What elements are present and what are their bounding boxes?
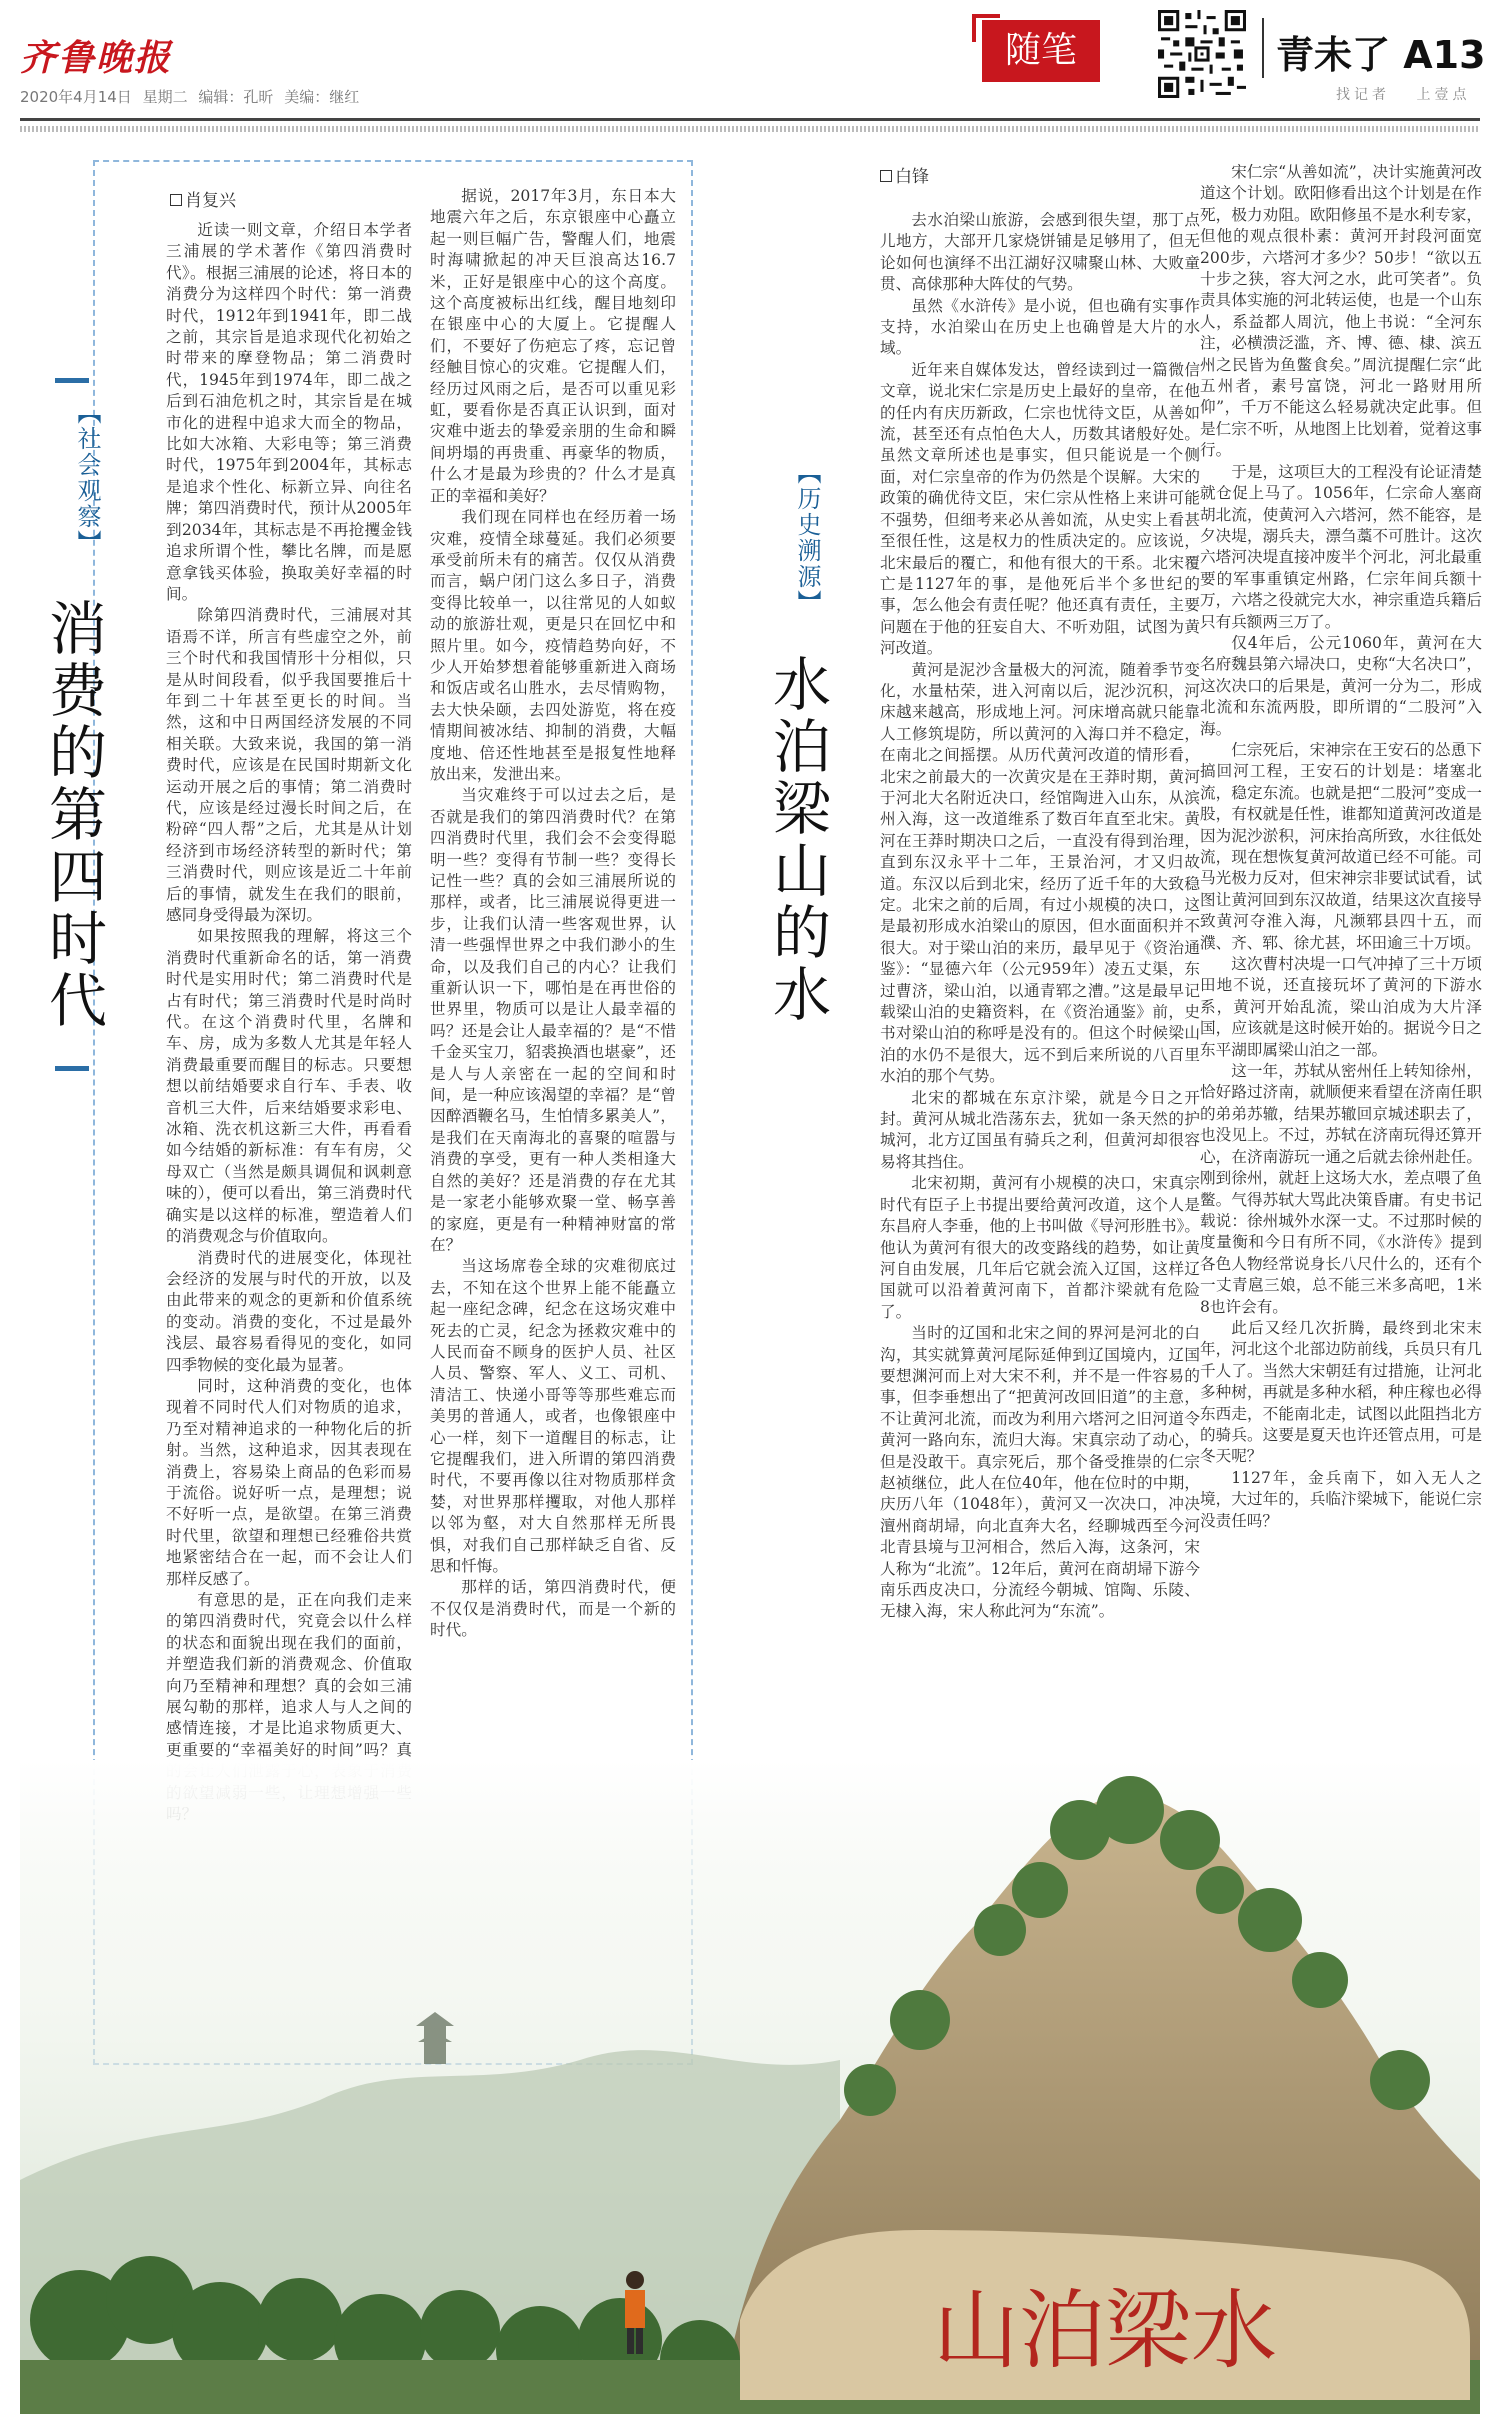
article2-paragraph: 此后又经几次折腾，最终到北宋末年，河北这个北部边防前线，兵员只有几千人了。当然大宋朝廷有过措施，让河北多种树，再就是多种水稻，种庄稼也必得东西走，不能南北走，试图以此阻挡北方的骑兵。这要是夏天也许还管点用，可是冬天呢？ <box>1200 1318 1482 1466</box>
article2-paragraph: 这次曹村决堤一口气冲掉了三十万顷田地不说，还直接玩坏了黄河的下游水系，黄河开始乱流，梁山泊成为大片泽国，应该就是这时候开始的。据说今日之东平湖即属梁山泊之一部。 <box>1200 955 1482 1059</box>
column-tab: 随笔 <box>982 20 1100 82</box>
masthead-logo: 齐鲁晚报 <box>20 37 173 79</box>
article1-paragraph: 如果按照我的理解，将这三个消费时代重新命名的话，第一消费时代是实用时代；第二消费时代是占有时代；第三消费时代是时尚时代。在这个消费时代里，名牌和车、房，成为多数人尤其是年轻人消费最重要而醒目的标志。只要想想以前结婚要求自行车、手表、收音机三大件，后来结婚要求彩电、冰箱、洗衣机这新三大件，再看看如今结婚的新标准：有车有房，父母双亡（当然是颇具调侃和讽刺意味的），便可以看出，第三消费时代确实是以这样的标准，塑造着人们的消费观念与价值取向。 <box>166 927 412 1246</box>
issue-weekday: 星期二 <box>142 88 188 106</box>
editor-credit: 找记者 上壹点 <box>1336 87 1471 103</box>
liangshan-scenery-image <box>20 1760 1480 2414</box>
article1-paragraph: 有意思的是，正在向我们走来的第四消费时代，究竟会以什么样的状态和面貌出现在我们的面前，并塑造我们新的消费观念、价值取向乃至精神和理想？真的会如三浦展勾勒的那样，追求人与人之间的感情连接，才是比追求物质更大、更重要的“幸福美好的时间”吗？真 <box>166 1591 412 1759</box>
article2-title: 水泊梁山的水 <box>763 654 831 1026</box>
article2-paragraph: 黄河是泥沙含量极大的河流，随着季节变化，水量枯荣，进入河南以后，泥沙沉积，河床越来越高，形成地上河。河床增高就只能靠人工修筑堤防，所以黄河的入海口并不稳定，在南北之间摇摆。从历代黄河改道的情形看，北宋之前最大的一次黄灾是在王莽时期，黄河于河北大名附近决口，经馆陶进入山东，从滨州入海，这一改道维系了数百年直至北宋。黄河在王莽时期决口之后，一直没有得到治理，直到东汉永平十二年，王景治河，才又归故道。东汉以后到北宋，经历了近千年的大致稳定。北宋之前的后周，有过小规模的决口，这是最初形成水泊梁山的原因，但水面面积并不很大。对于梁山泊的来历，最早见于《资治通鉴》：“显德六年（公元959年）凌五丈渠，东过曹济，梁山泊，以通青郓之漕。”这是最早记载梁山泊的史籍资料，在《资治通鉴》前，史书对梁山泊的称呼是没有的。但这个时候梁山泊的水仍不是很大，远不到后来所说的八百里水泊的那个气势。 <box>880 660 1200 1086</box>
qr-code-icon[interactable] <box>1158 10 1246 98</box>
article2-paragraph: 这一年，苏轼从密州任上转知徐州，恰好路过济南，就顺便来看望在济南任职的弟弟苏辙，结果苏辙回京城述职去了，也没见上。不过，苏轼在济南玩得还算开心，在济南游玩一通之后就去徐州赴任。刚到徐州，就赶上这场大水，差点喂了鱼鳖。气得苏轼大骂此决策昏庸。有史书记载说：徐州城外水深一丈。不过那时候的度量衡和今日有所不同，《水浒传》提到各色人物经常说身长八尺什么的，还有个一丈青扈三娘，总不能三米多高吧，1米8也许会有。 <box>1200 1062 1482 1316</box>
page-label: 青未了 A13 <box>1276 33 1486 77</box>
article1-deco-bar-bottom <box>55 1066 89 1071</box>
scenery-inscription: 山泊梁水 <box>933 2281 1277 2381</box>
article2-paragraph: 去水泊梁山旅游，会感到很失望，那丁点儿地方，大部开几家烧饼铺是足够用了，但无论如何也演绎不出江湖好汉啸聚山林、大败童贯、高俅那种大阵仗的气势。 <box>880 211 1200 294</box>
article1-paragraph: 同时，这种消费的变化，也体现着不同时代人们对物质的追求，乃至对精神追求的一种物化后的折射。当然，这种追求，因其表现在消费上，容易染上商品的色彩而易于流俗。说好听一点，是理想；说不好听一点，是欲望。在第三消费时代里，欲望和理想已经雅俗共赏地紧密结合在一起，而不会让人们那样反感了。 <box>166 1376 412 1588</box>
article1-paragraph: 除第四消费时代，三浦展对其语焉不详，所言有些虚空之外，前三个时代和我国情形十分相似，只是从时间段看，似乎我国要推后十年到二十年甚至更长的时间。当然，这和中日两国经济发展的不同相关联。大致来说，我国的第一消费时代，应该是在民国时期新文化运动开展之后的事情；第二消费时代，应该是经过漫长时间之后，在粉碎“四人帮”之后，尤其是从计划经济到市场经济转型的新时代；第三消费时代，则应该是近二十年前后的事情，就发生在我们的眼前，感同身受得最为深切。 <box>166 606 412 924</box>
article2-paragraph: 近年来自媒体发达，曾经读到过一篇微信文章，说北宋仁宗是历史上最好的皇帝，在他的任内有庆历新政，仁宗也忧待文臣，从善如流，甚至还有点怕色大人，历数其诸般好处。虽然文章所述也是事实，但只能说是一个侧面，对仁宗皇帝的作为仍然是个误解。大宋的政策的确优待文臣，宋仁宗从性格上来讲可能不强势，但细考来必从善如流，从史实上看甚至很任性，这是权力的性质决定的。应该说，北宋最后的覆亡，和他有很大的干系。北宋覆亡是1127年的事，是他死后半个多世纪的事，怎么他会有责任呢？他还真有责任，主要问题在于他的狂妄自大、不听劝阻，试图为黄河改道。 <box>880 360 1200 658</box>
article1-paragraph: 近读一则文章，介绍日本学者三浦展的学术著作《第四消费时代》。根据三浦展的论述，将日本的消费分为这样四个时代：第一消费时代，1912年到1941年，即二战之前，其宗旨是追求现代化初始之时带来的摩登物品；第二消费时代，1945年到1974年，即二战之后到石油危机之时，其宗旨是在城市化的进程中追求大而全的物品，比如大冰箱、大彩电等；第三消费时代，1975年到2004年，其标志是追求个性化、标新立异、向往名牌；第四消费时代，预计从2005年到2034年，其标志是不再抢攫金钱追求所谓个性，攀比名牌，而是愿意拿钱买体验，换取美好幸福的时间。 <box>166 221 412 603</box>
header-rule <box>20 118 1480 121</box>
article2-col1 <box>880 210 1200 2010</box>
article1-paragraph: 当灾难终于可以过去之后，是否就是我们的第四消费时代？在第四消费时代里，我们会不会变得聪明一些？变得有节制一些？变得长记性一些？真的会如三浦展所说的那样，或者，比三浦展说得更进一步，让我们认清一些客观世界，认清一些强悍世界之中我们渺小的生命，以及我们自己的内心？让我们重新认识一下，哪怕是在再世俗的世界里，物质可以是让人最幸福的吗？还是会让人最幸福的？是“不惜千金买宝刀，貂裘换酒也堪豪”，还是人与人亲密在一起的空间和时间，是一种应该渴望的幸福？是“曾因醉酒鞭名马，生怕情多累美人”，是我们在天南海北的喜聚的喧嚣与消费的享受，更有一种人类相逢大自然的美好？还是消费的存在尤其是一家老小能够欢聚一堂、畅享善的家庭，更是有一种精神财富的常在？ <box>430 786 676 1254</box>
article1-section-label: 【社会观察】 <box>73 400 101 556</box>
article2-paragraph: 仅4年后，公元1060年，黄河在大名府魏县第六埽决口，史称“大名决口”，这次决口的后果是，黄河一分为二，形成北流和东流两股，即所谓的“二股河”入海。 <box>1200 633 1482 738</box>
article1-author: 肖复兴 <box>185 191 236 211</box>
article1-paragraph: 据说，2017年3月，东日本大地震六年之后，东京银座中心矗立起一则巨幅广告，警醒人们，地震时海啸掀起的冲天巨浪高达16.7米，正好是银座中心的这个高度。这个高度被标出红线，醒目地刻印在银座中心的大厦上。它提醒人们，不要好了伤疤忘了疼，忘记曾经触目惊心的灾难。它提醒人们，经历过风雨之后，是否可以重见彩虹，要看你是否真正认识到，面对灾难中逝去的挚爱亲朋的生命和瞬间坍塌的再贵重、再豪华的物质，什么才是最为珍贵的？什么才是真正的幸福和美好？ <box>430 187 676 505</box>
article1-byline <box>170 186 236 211</box>
article1-deco-bar-top <box>55 378 89 383</box>
issue-date: 2020年4月14日 <box>20 88 132 106</box>
article2-paragraph: 仁宗死后，宋神宗在王安石的怂恿下搞回河工程，王安石的计划是：堵塞北流，稳定东流。也就是把“二股河”变成一股，有权就是任性，谁都知道黄河改道是因为泥沙淤积，河床抬高所致，水往低处流，现在想恢复黄河故道已经不可能。司马光极力反对，但宋神宗非要试试看，试图让黄河回到东汉故道，结果这次直接导致黄河夺淮入海，凡濒郓县四十五，而濮、齐、郓、徐尤甚，坏田逾三十万顷。 <box>1200 740 1482 952</box>
article2-paragraph: 北宋的都城在东京汴梁，就是今日之开封。黄河从城北浩荡东去，犹如一条天然的护城河，北方辽国虽有骑兵之利，但黄河却很容易将其挡住。 <box>880 1088 1200 1171</box>
header-divider <box>1262 18 1264 78</box>
article1-paragraph: 当这场席卷全球的灾难彻底过去，不知在这个世界上能不能矗立起一座纪念碑，纪念在这场灾难中死去的亡灵，纪念为拯救灾难中的人民而奋不顾身的医护人员、社区人员、警察、军人、义工、司机、清洁工、快递小哥等等那些难忘而美男的普通人，或者，也像银座中心一样，刻下一道醒目的标志，让它提醒我们，进入所谓的第四消费时代，不要再像以往对物质那样贪婪，对世界那样攫取，对他人那样以邻为壑，对大自然那样无所畏惧，对我们自己那样缺乏自省、反思和忏悔。 <box>430 1257 676 1575</box>
article2-paragraph: 于是，这项巨大的工程没有论证清楚就仓促上马了。1056年，仁宗命人塞商胡北流，使黄河入六塔河，然不能容，是夕决堤，溺兵夫，漂刍藁不可胜计。这次六塔河决堤直接冲废半个河北，河北最重要的军事重镇定州路，仁宗年间兵额十万，六塔之役就完大水，神宗重造兵籍后只有兵额两三万了。 <box>1200 462 1482 631</box>
article2-paragraph: 当时的辽国和北宋之间的界河是河北的白沟，其实就算黄河尾际延伸到辽国境内，辽国要想渊河而上对大宋不利，并不是一件容易的事，但李垂想出了“把黄河改回旧道”的主意，不让黄河北流，而改为利用六塔河之旧河道令黄河一路向东，流归大海。宋真宗动了动心，但是没敢干。真宗死后，那个备受推崇的仁宗赵祯继位，此人在位40年，他在位时的中期，庆历八年（1048年），黄河又一次决口，冲决澶州商胡埽，向北直奔大名，经聊城西至今河北青县境与卫河相合，然后入海，这条河，宋人称为“北流”。12年后，黄河在商胡埽下游今南乐西皮决口，分流经今朝城、馆陶、乐陵、无棣入海，宋人称此河为“东流”。 <box>880 1324 1200 1621</box>
article2-section-label: 【历史溯源】 <box>793 460 821 616</box>
designer-name: 美编：继红 <box>284 88 360 106</box>
article1-paragraph: 那样的话，第四消费时代，便不仅仅是消费时代，而是一个新的时代。 <box>430 1578 676 1640</box>
header-rule-dotted <box>20 126 1480 132</box>
dateline <box>20 86 359 107</box>
article2-col2 <box>1200 162 1482 1886</box>
article1-title: 消费的第四时代 <box>39 598 107 1032</box>
editor-name: 编辑：孔昕 <box>198 88 274 106</box>
article2-paragraph: 1127年，金兵南下，如入无人之境，大过年的，兵临汴梁城下，能说仁宗没责任吗？ <box>1200 1468 1482 1530</box>
article1-paragraph: 我们现在同样也在经历着一场灾难，疫情全球蔓延。我们必须要承受前所未有的痛苦。仅仅从消费而言，蜗户闭门这么多日子，消费变得比较单一，以往常见的人如蚁动的旅游壮观，更是只在回忆中和照片里。如今，疫情趋势向好，不少人开始梦想着能够重新进入商场和饭店或名山胜水，去尽情购物，去大快朵颐，去四处游览，将在疫情期间被冰结、抑制的消费，大幅度地、倍还性地甚至是报复性地释放出来，发泄出来。 <box>430 508 676 783</box>
article2-paragraph: 宋仁宗“从善如流”，决计实施黄河改道这个计划。欧阳修看出这个计划是在作死，极力劝阻。欧阳修虽不是水利专家，但他的观点很朴素：黄河开封段河面宽200步，六塔河才多少？50步！“欲以五十步之狭，容大河之水，此可笑者”。负责具体实施的河北转运使，也是一个山东人，系益都人周沆，他上书说：“全河东注，必横溃泛滥，齐、博、德、棣、滨五州之民皆为鱼鳖食矣。”周沆提醒仁宗“此五州者，素号富饶，河北一路财用所仰”，千万不能这么轻易就决定此事。但是仁宗不听，从地图上比划着，觉着这事行。 <box>1200 163 1482 460</box>
article2-paragraph: 虽然《水浒传》是小说，但也确有实事作支持，水泊梁山在历史上也确曾是大片的水域。 <box>880 296 1200 358</box>
article2-byline <box>880 162 929 187</box>
article2-author: 白锋 <box>895 167 929 187</box>
article1-paragraph: 消费时代的进展变化，体现社会经济的发展与时代的开放，以及由此带来的观念的更新和价值系统的变动。消费的变化，不过是最外浅层、最容易看得见的变化，如同四季物候的变化最为显著。 <box>166 1248 412 1374</box>
byline-box-icon <box>170 194 182 206</box>
article2-paragraph: 北宋初期，黄河有小规模的决口，宋真宗时代有臣子上书提出要给黄河改道，这个人是东昌府人李垂，他的上书叫做《导河形胜书》。他认为黄河有很大的改变路线的趋势，如让黄河自由发展，几年后它就会流入辽国，这样辽国就可以沿着黄河南下，首都汴梁就有危险了。 <box>880 1174 1200 1321</box>
byline-box-icon <box>880 170 892 182</box>
